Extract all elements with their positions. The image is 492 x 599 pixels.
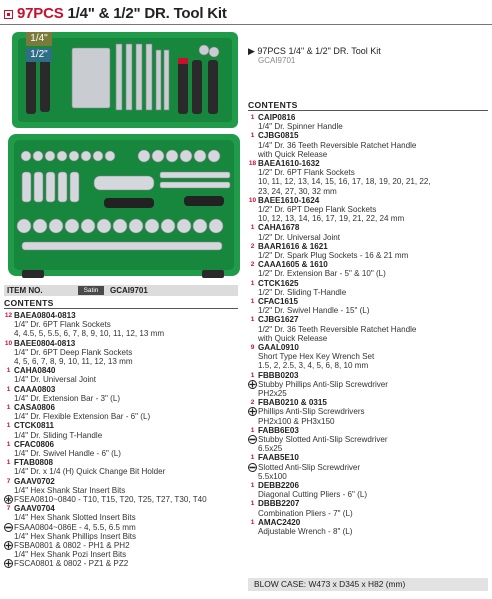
item-description: 1/4" Dr. 6PT Deep Flank Sockets [14,347,133,357]
blow-case-text: BLOW CASE: W473 x D345 x H82 (mm) [254,579,406,589]
item-code: BAEE1610-1624 [258,195,320,205]
kit-subtitle: ▶ 97PCS 1/4" & 1/2" DR. Tool Kit [248,46,381,56]
list-item [4,504,136,522]
item-code: CFAC0806 [14,439,55,449]
item-description: 1/4" Hex Shank Phillips Insert Bits [14,531,137,541]
badge-quarter-inch: 1/4" [26,32,52,46]
title-text: 1/4" & 1/2" DR. Tool Kit [67,5,227,22]
item-code: CAAA1605 & 1610 [258,260,328,270]
badge-half-inch: 1/2" [26,48,52,62]
quantity: 10 [4,339,13,347]
item-description: Diagonal Cutting Pliers - 6" (L) [258,490,368,500]
list-item [248,223,340,241]
item-description: 1/2" Dr. 36 Teeth Reversible Ratchet Handle [258,324,417,334]
item-description: PH2x25 [258,389,287,398]
quantity: 18 [248,160,257,167]
item-description: 1/2" Dr. Sliding T-Handle [258,287,347,297]
kit-subtitle-text: 97PCS 1/4" & 1/2" DR. Tool Kit [257,46,381,56]
item-description: 1/4" Dr. Universal Joint [14,375,97,385]
list-item [248,242,408,260]
contents-divider-left [4,308,238,309]
quantity: 2 [250,261,255,269]
quantity: 1 [250,279,255,287]
item-code: FSAA0804~086E - 4, 5.5, 6.5 mm [14,522,136,532]
item-description: 1/4" Dr. Swivel Handle - 6" (L) [14,449,121,458]
item-code: DBBB2207 [258,499,300,509]
page-title [17,5,227,22]
quantity: 2 [250,399,255,407]
phillips-icon [248,407,257,416]
item-code: CJBG1627 [258,315,299,325]
quantity: 1 [6,385,11,393]
item-description: 1/2" Dr. Extension Bar - 5" & 10" (L) [258,269,386,279]
item-description: Adjustable Wrench - 8" (L) [258,527,353,536]
item-code: FTAB0808 [14,458,53,468]
list-item [248,499,353,517]
list-item [4,495,207,504]
list-item [4,385,120,403]
contents-title-right: CONTENTS [248,100,298,110]
contents-title-left: CONTENTS [4,298,54,308]
item-code: CAIP0816 [258,113,296,122]
quantity: 9 [250,344,255,351]
item-description: 1/2" Dr. 6PT Flank Sockets [258,168,355,178]
list-item [248,453,299,462]
list-item [4,311,164,339]
quantity: 1 [250,132,255,140]
item-description: 10, 11, 12, 13, 14, 15, 16, 17, 18, 19, 20, 21, 22, [258,177,431,187]
item-code: BAEE0804-0813 [14,338,76,348]
quantity: 1 [250,426,255,434]
list-item [248,113,343,131]
item-description: 1/4" Dr. Extension Bar - 3" (L) [14,393,121,403]
item-code: Slotted Anti-Slip Screwdriver [258,462,361,472]
item-number-bar [4,285,238,296]
bullet-square-icon [4,10,13,19]
item-description: 23, 24, 27, 30, 32 mm [258,186,337,196]
item-description: 4, 5, 6, 7, 8, 9, 10, 11, 12, 13 mm [14,357,133,366]
item-code: GAAV0702 [14,476,55,486]
item-code: FAAB5E10 [258,453,299,463]
list-item [4,458,165,476]
quantity: 2 [250,242,255,250]
item-code: AMAC2420 [258,517,301,527]
item-code: FABB6E03 [258,425,299,435]
item-description: 1.5, 2, 2.5, 3, 4, 5, 6, 8, 10 mm [258,361,369,371]
item-code: CAHA0840 [14,366,56,376]
list-item [4,403,150,421]
quantity: 1 [250,371,255,379]
item-description: 6.5x25 [258,444,283,454]
quantity: 1 [250,482,255,489]
item-code: CASA0806 [14,403,55,412]
item-code: Phillips Anti-Slip Screwdrivers [258,407,365,417]
list-item [248,196,404,224]
quantity: 1 [6,440,11,448]
list-item [248,131,416,159]
quantity: 1 [250,224,255,232]
item-number-code: GCAI9701 [110,286,148,295]
quantity: 1 [250,500,255,508]
quantity: 10 [248,196,257,204]
list-item [4,523,136,541]
list-item [248,260,386,278]
item-code: FSEA0810~0840 - T10, T15, T20, T25, T27, T30, T40 [14,495,207,504]
finish-badge: Satin [78,286,104,295]
item-code: FBBB0203 [258,370,299,380]
item-description: 1/4" Hex Shank Slotted Insert Bits [14,513,136,523]
item-description: with Quick Release [258,333,328,343]
phillips-icon [4,541,13,550]
item-description: 1/4" Dr. 6PT Flank Sockets [14,320,111,330]
item-description: PH2x100 & PH3x150 [258,416,335,426]
item-description: 1/4" Hex Shank Star Insert Bits [14,485,126,495]
list-item [248,518,353,536]
item-code: FBAB0210 & 0315 [258,398,327,408]
list-item [4,477,125,495]
phillips-icon [248,380,257,389]
item-code: CTCK0811 [14,421,55,431]
title-prefix: 97PCS [17,5,64,22]
list-item [4,559,128,568]
header-divider [0,24,492,25]
item-description: 1/4" Hex Shank Pozi Insert Bits [14,550,127,560]
list-item [248,297,369,315]
item-description: Combination Pliers - 7" (L) [258,508,353,518]
list-item [4,421,102,439]
item-code: CTCK1625 [258,278,299,288]
item-description: 4, 4.5, 5, 5.5, 6, 7, 8, 9, 10, 11, 12, 13 mm [14,329,165,339]
quantity: 1 [6,367,11,375]
item-code: CJBG0815 [258,131,299,141]
kit-code: GCAI9701 [258,56,296,65]
item-code: CAAA0803 [14,384,56,394]
item-description: 1/4" Dr. Flexible Extension Bar - 6" (L) [14,412,151,422]
item-code: Stubby Phillips Anti-Slip Screwdriver [258,379,389,389]
quantity: 7 [6,477,11,485]
item-description: 1/2" Dr. Universal Joint [258,232,341,242]
slotted-icon [248,463,257,472]
star-icon [4,495,13,504]
item-description: 1/4" Dr. Spinner Handle [258,122,343,132]
item-code: DEBB2206 [258,481,299,490]
slotted-icon [4,523,13,532]
item-description: 10, 12, 13, 14, 16, 17, 19, 21, 22, 24 mm [258,214,405,224]
item-code: FSBA0801 & 0802 - PH1 & PH2 [14,541,130,550]
item-code: BAAR1616 & 1621 [258,241,328,251]
list-item [248,435,388,453]
list-item [248,407,365,425]
list-item [248,481,367,499]
quantity: 7 [6,505,11,513]
quantity: 1 [250,454,255,462]
list-item [4,366,96,384]
list-item [248,343,374,371]
item-code: FSCA0801 & 0802 - PZ1 & PZ2 [14,559,129,569]
slotted-icon [248,435,257,444]
blow-case-dimensions [248,578,488,591]
quantity: 1 [250,298,255,305]
list-item [248,398,327,407]
list-item [248,371,299,380]
item-code: Stubby Slotted Anti-Slip Screwdriver [258,435,388,444]
quantity: 1 [6,459,11,467]
item-code: GAAV0704 [14,504,55,514]
quantity: 1 [250,518,255,526]
quantity: 1 [6,404,11,411]
item-code: GAAL0910 [258,343,299,352]
toolkit-photo [4,30,242,280]
quantity: 1 [250,114,255,121]
item-description: 1/2" Dr. 6PT Deep Flank Sockets [258,205,377,214]
list-item [4,440,121,458]
list-item [4,541,130,559]
list-item [4,339,133,367]
item-description: 1/2" Dr. Spark Plug Sockets - 16 & 21 mm [258,251,409,260]
list-item [248,426,299,435]
quantity: 12 [4,312,13,319]
list-item [248,159,431,196]
contents-divider-right [248,110,488,111]
item-code: CAHA1678 [258,223,300,233]
item-code: CFAC1615 [258,297,299,306]
list-item [248,279,346,297]
item-description: with Quick Release [258,149,328,159]
list-item [248,380,388,398]
phillips-icon [4,559,13,568]
item-description: 1/4" Dr. x 1/4 (H) Quick Change Bit Holder [14,467,166,477]
item-description: 5.5x100 [258,471,287,481]
item-description: Short Type Hex Key Wrench Set [258,352,375,362]
quantity: 1 [6,422,11,430]
item-description: 1/4" Dr. Sliding T-Handle [14,430,103,440]
item-code: BAEA1610-1632 [258,159,320,168]
list-item [248,315,416,343]
item-code: BAEA0804-0813 [14,311,76,320]
item-description: 1/2" Dr. Swivel Handle - 15" (L) [258,306,370,316]
list-item [248,463,360,481]
item-description: 1/4" Dr. 36 Teeth Reversible Ratchet Handle [258,140,417,150]
item-number-label: ITEM NO. [7,286,43,295]
quantity: 1 [250,316,255,324]
